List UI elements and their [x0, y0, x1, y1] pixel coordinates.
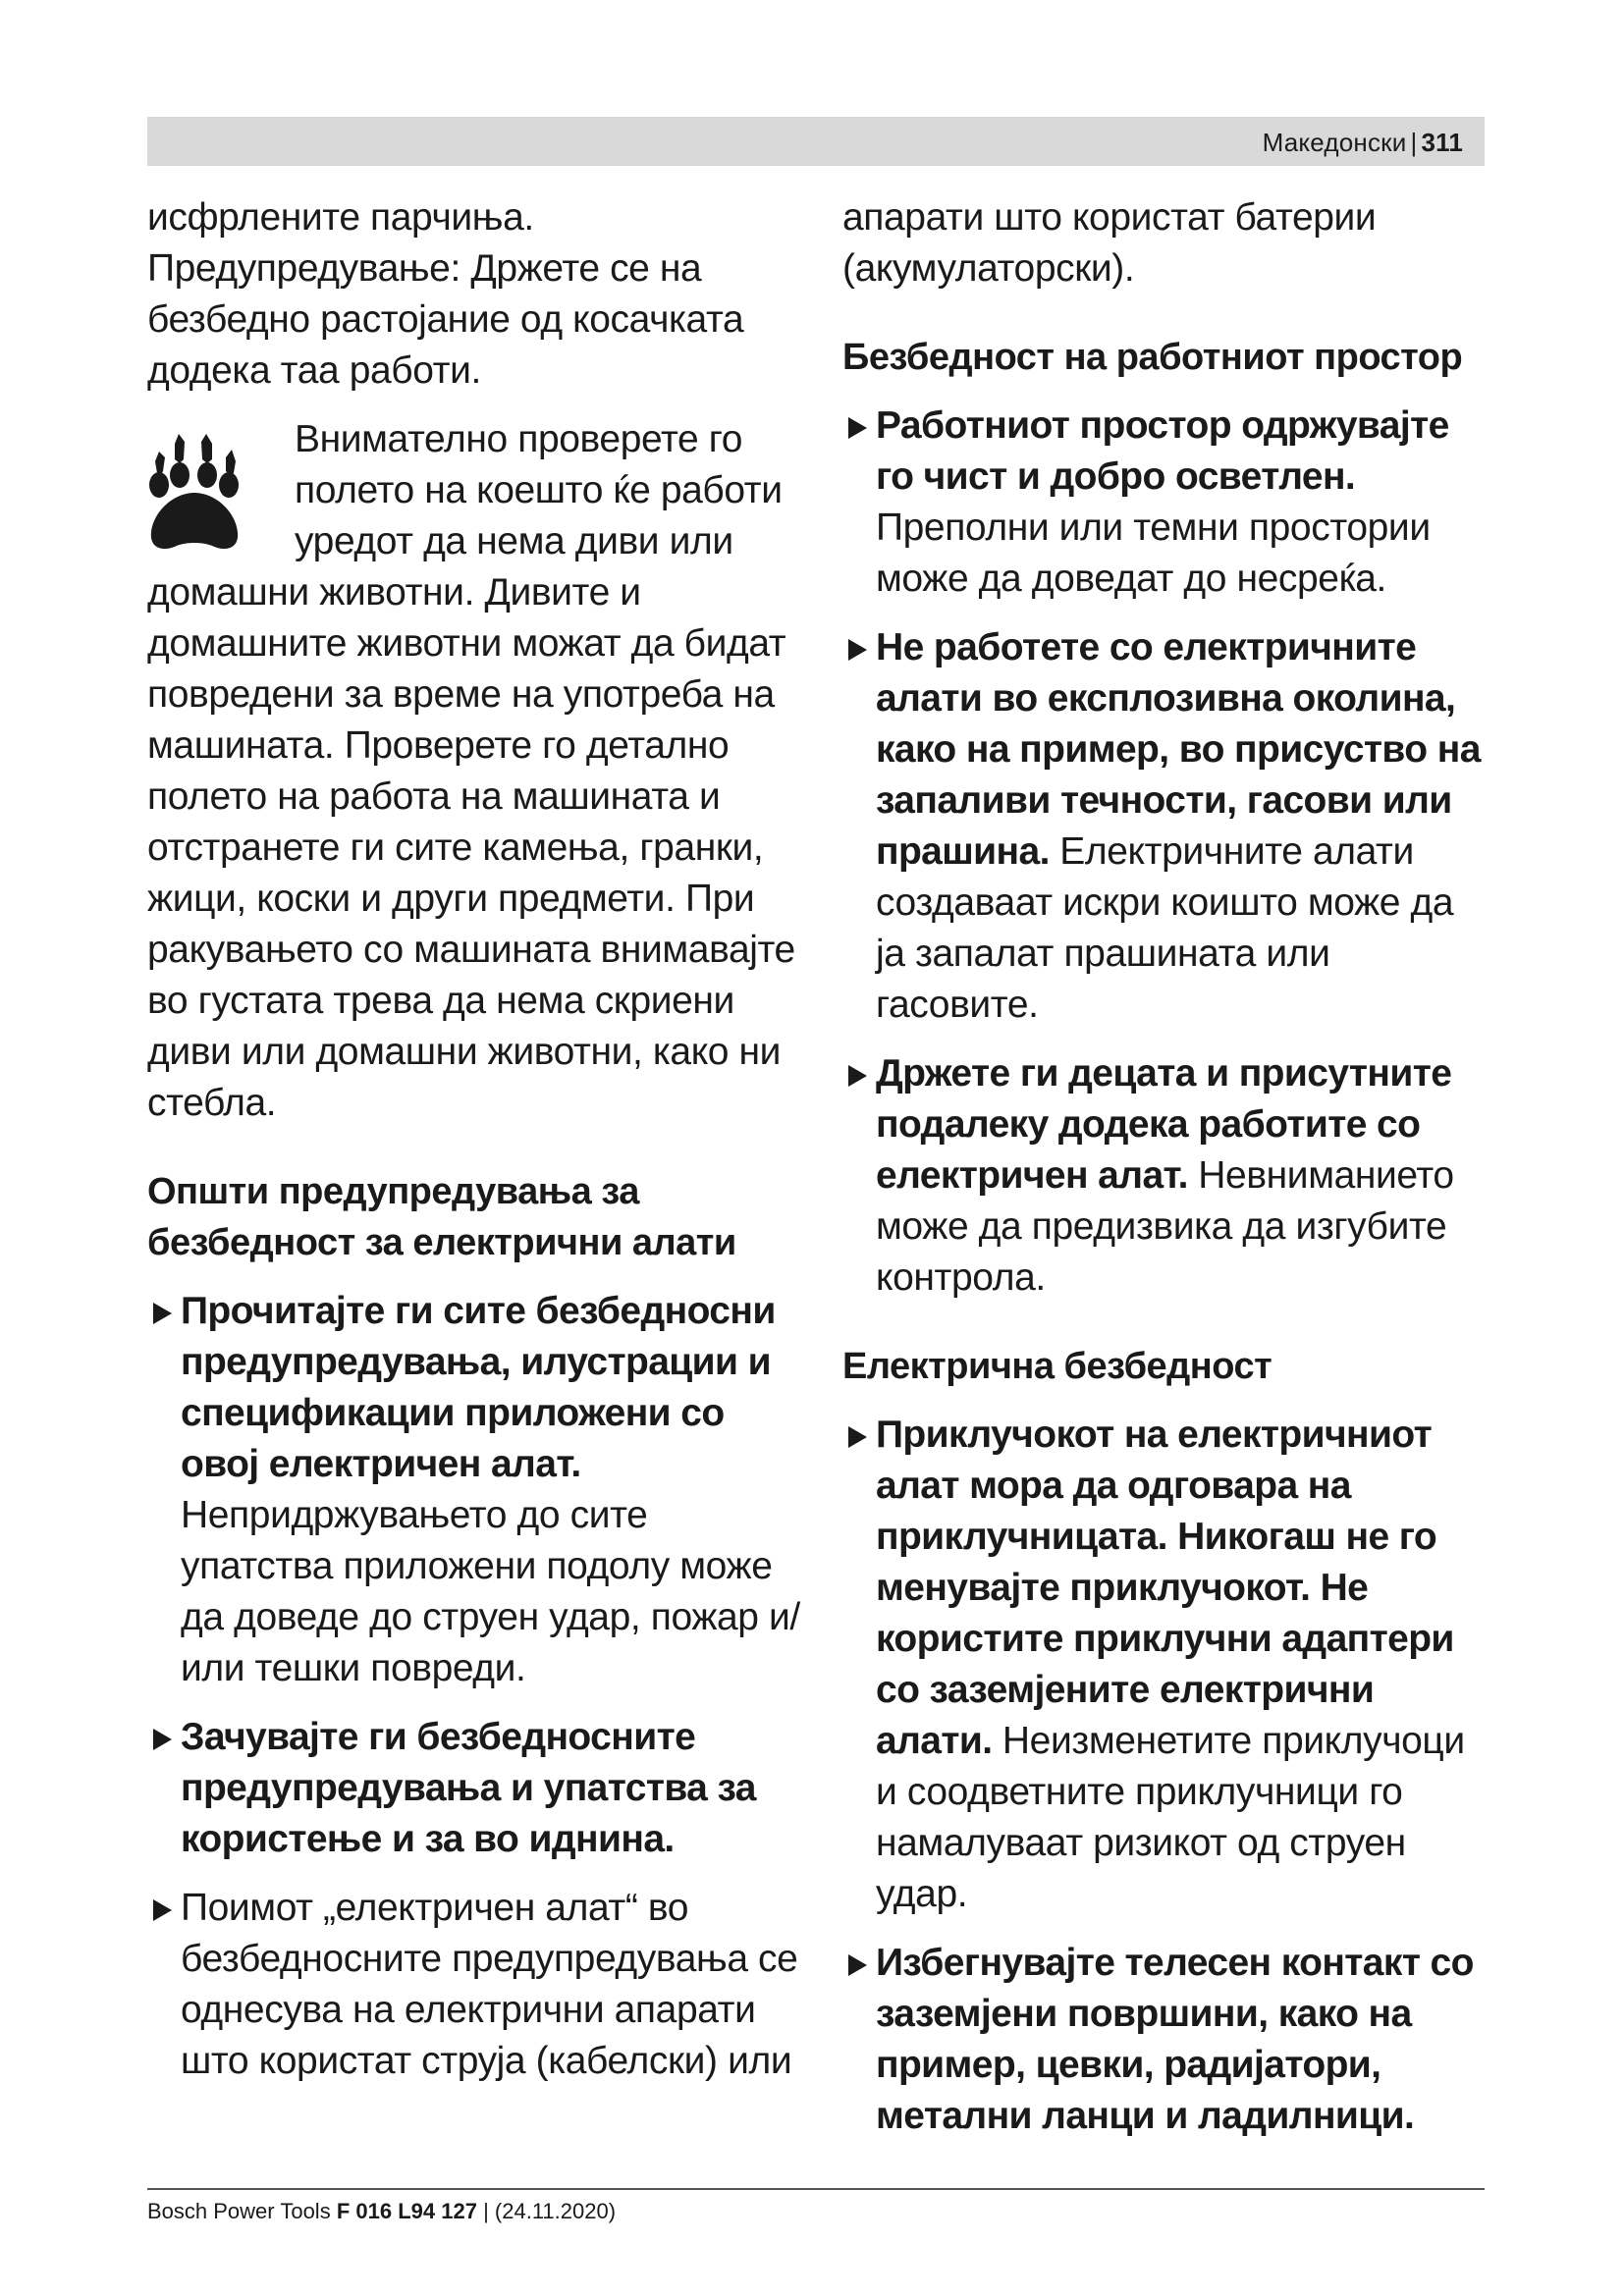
bullet-bold: Работниот простор одржувајте го чист и добро осветлен.: [876, 404, 1449, 498]
continued-line: апарати што користат батерии: [842, 196, 1377, 239]
intro-line: исфрлените парчиња.: [147, 196, 534, 239]
bullet-item: [842, 400, 1490, 605]
bullet-text: Неизменетите приклучоци и соодветните приклучници го намалуваат ризикот од струен удар.: [876, 1720, 1465, 1915]
body-line: отстранете ги сите камења, гранки,: [147, 827, 764, 869]
footer-date: (24.11.2020): [494, 2199, 617, 2223]
bullet-arrow-icon: [153, 1729, 172, 1750]
body-line: домашни животни. Дивите и: [147, 571, 641, 614]
bullet-arrow-icon: [153, 1899, 172, 1921]
bullet-arrow-icon: [848, 1954, 867, 1976]
body-line: жици, коски и други предмети. При: [147, 878, 755, 920]
paw-text-line: полето на коешто ќе работи: [295, 469, 783, 511]
footer-rule: [147, 2188, 1485, 2190]
bullet-item: [842, 1938, 1490, 2142]
bullet-text: Поимот „електричен алат“ во безбедносните предупредувања се однесува на електрични апарати што користат струја (кабелски) или: [181, 1887, 798, 2082]
bullet-item: [842, 622, 1490, 1031]
bullet-item: [147, 1712, 805, 1865]
intro-line: Предупредување: Држете се на: [147, 247, 702, 290]
intro-line: безбедно растојание од косачката: [147, 298, 744, 341]
bullet-arrow-icon: [848, 639, 867, 661]
footer-brand: Bosch Power Tools: [147, 2199, 331, 2223]
body-line: домашните животни можат да бидат: [147, 622, 786, 665]
header-language: Македонски: [1262, 128, 1407, 157]
intro-line: додека таа работи.: [147, 349, 481, 392]
bullet-arrow-icon: [153, 1303, 172, 1324]
bullet-bold: Приклучокот на електричниот алат мора да одговара на приклучницата. Никогаш не го менувајте приклучокот. Не користите приклучни адаптери со заземјените електрични алати.: [876, 1414, 1454, 1762]
footer-separator: |: [483, 2199, 489, 2223]
left-column: [147, 192, 805, 2087]
body-line: ракувањето со машината внимавајте: [147, 929, 795, 971]
body-line: повредени за време на употреба на: [147, 673, 775, 716]
body-line: стебла.: [147, 1082, 277, 1124]
bullet-text: Непридржувањето до сите упатства приложени подолу може да доведе до струен удар, пожар и/или тешки повреди.: [181, 1494, 800, 1689]
header-separator: |: [1410, 128, 1418, 157]
header-text: [1263, 128, 1463, 157]
bullet-bold: Прочитајте ги сите безбедносни предупредувања, илустрации и спецификации приложени со овој електричен алат.: [181, 1290, 776, 1485]
bullet-arrow-icon: [848, 417, 867, 439]
page-footer: [147, 2197, 616, 2226]
section-heading: Општи предупредувања за: [147, 1171, 639, 1212]
body-line: машината. Проверете го детално: [147, 724, 730, 767]
page-header: [147, 117, 1485, 166]
right-column: [842, 192, 1490, 2142]
bullet-arrow-icon: [848, 1065, 867, 1087]
bullet-text: Електричните алати создаваат искри коишто може да ја запалат прашината или гасовите.: [876, 830, 1454, 1026]
bullet-arrow-icon: [848, 1426, 867, 1448]
page-number: 311: [1421, 128, 1463, 157]
paw-print-icon: [147, 428, 253, 554]
continued-line: (акумулаторски).: [842, 247, 1135, 290]
bullet-item: [147, 1286, 805, 1694]
paw-text-line: Внимателно проверете го: [295, 418, 742, 460]
bullet-text: Невниманието може да предизвика да изгубите контрола.: [876, 1154, 1454, 1299]
bullet-item: [842, 1048, 1490, 1304]
section-heading: Електрична безбедност: [842, 1346, 1272, 1387]
bullet-bold: Зачувајте ги безбедносните предупредувања и упатства за користење и за во иднина.: [181, 1716, 756, 1860]
bullet-item: [147, 1883, 805, 2087]
bullet-bold: Држете ги децата и присутните подалеку додека работите со електричен алат.: [876, 1052, 1452, 1197]
body-line: во густата трева да нема скриени: [147, 980, 734, 1022]
bullet-item: [842, 1410, 1490, 1920]
bullet-bold: Не работете со електричните алати во експлозивна околина, како на пример, во присуство на запаливи течности, гасови или прашина.: [876, 626, 1481, 873]
bullet-text: Преполни или темни простории може да доведат до несреќа.: [876, 507, 1431, 600]
footer-doc-ref: F 016 L94 127: [336, 2199, 477, 2223]
bullet-bold: Избегнувајте телесен контакт со заземјени површини, како на пример, цевки, радијатори, метални ланци и ладилници.: [876, 1942, 1474, 2137]
body-line: диви или домашни животни, како ни: [147, 1031, 782, 1073]
body-line: полето на работа на машината и: [147, 775, 721, 818]
section-heading: Безбедност на работниот простор: [842, 337, 1463, 378]
paw-text-line: уредот да нема диви или: [295, 520, 733, 562]
section-heading: безбедност за електрични алати: [147, 1222, 736, 1263]
